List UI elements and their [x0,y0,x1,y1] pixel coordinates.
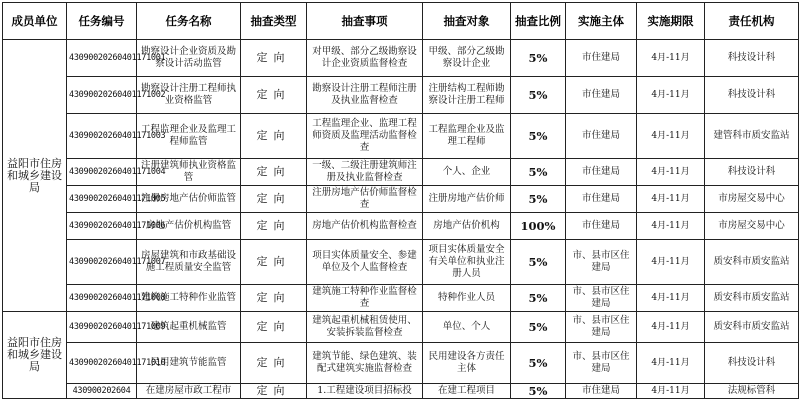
org-cell: 科技设计科 [705,40,799,77]
check-type-cell: 定向 [241,77,307,114]
check-target-cell: 在建工程项目 [423,384,511,399]
check-type-cell: 定向 [241,159,307,186]
member-unit-cell: 益阳市住房和城乡建设局 [3,40,67,312]
check-matter-cell: 注册房地产估价师监督检查 [307,186,423,213]
task-name-cell: 民用建筑节能监管 [137,343,241,384]
org-cell: 法规标管科 [705,384,799,399]
period-cell: 4月-11月 [637,77,705,114]
check-ratio-cell: 5% [511,285,566,312]
task-name-cell: 注册房地产估价师监管 [137,186,241,213]
subject-cell: 市住建局 [566,159,637,186]
check-target-cell: 特种作业人员 [423,285,511,312]
table-row [3,40,799,77]
check-target-cell: 个人、企业 [423,159,511,186]
task-name-cell: 勘察设计注册工程师执业资格监管 [137,77,241,114]
task-code-cell: 43090020260401171006 [67,213,137,240]
task-code-cell: 43090020260401171003 [67,114,137,159]
table-row [3,159,799,186]
task-code-cell: 43090020260401171005 [67,186,137,213]
org-cell: 质安科市质安监站 [705,285,799,312]
table-row [3,77,799,114]
check-ratio-cell: 100% [511,213,566,240]
period-cell: 4月-11月 [637,285,705,312]
check-type-cell: 定向 [241,213,307,240]
org-cell: 质安科市质安监站 [705,240,799,285]
check-matter-cell: 建筑施工特种作业监督检查 [307,285,423,312]
check-matter-cell: 1.工程建设项目招标投 [307,384,423,399]
check-ratio-cell: 5% [511,312,566,343]
check-target-cell: 注册结构工程师勘察设计注册工程师 [423,77,511,114]
task-name-cell: 注册建筑师执业资格监管 [137,159,241,186]
task-code-cell: 43090020260401171002 [67,77,137,114]
check-matter-cell: 房地产估价机构监督检查 [307,213,423,240]
check-ratio-cell: 5% [511,384,566,399]
task-name-cell: 建筑施工特种作业监管 [137,285,241,312]
check-type-cell: 定向 [241,384,307,399]
check-matter-cell: 对甲级、部分乙级勘察设计企业资质监督检查 [307,40,423,77]
header-period: 实施期限 [637,3,705,40]
subject-cell: 市、县市区住建局 [566,285,637,312]
task-code-cell: 43090020260401171010 [67,343,137,384]
check-ratio-cell: 5% [511,343,566,384]
check-matter-cell: 工程监理企业、监理工程师资质及监理活动监督检查 [307,114,423,159]
org-cell: 市房屋交易中心 [705,186,799,213]
check-type-cell: 定向 [241,343,307,384]
task-name-cell: 房地产估价机构监管 [137,213,241,240]
task-name-cell: 房屋建筑和市政基础设施工程质量安全监管 [137,240,241,285]
subject-cell: 市、县市区住建局 [566,240,637,285]
check-target-cell: 民用建设各方责任主体 [423,343,511,384]
period-cell: 4月-11月 [637,312,705,343]
task-table [2,2,799,399]
org-cell: 质安科市质安监站 [705,312,799,343]
check-ratio-cell: 5% [511,186,566,213]
check-target-cell: 房地产估价机构 [423,213,511,240]
table-row [3,285,799,312]
subject-cell: 市住建局 [566,40,637,77]
header-matter: 抽查事项 [307,3,423,40]
table-row [3,384,799,399]
table-row [3,343,799,384]
subject-cell: 市住建局 [566,384,637,399]
period-cell: 4月-11月 [637,213,705,240]
task-code-cell: 430900202604 [67,384,137,399]
header-unit: 成员单位 [3,3,67,40]
org-cell: 科技设计科 [705,159,799,186]
check-ratio-cell: 5% [511,159,566,186]
member-unit-cell: 益阳市住房和城乡建设局 [3,312,67,399]
check-type-cell: 定向 [241,240,307,285]
task-code-cell: 43090020260401171001 [67,40,137,77]
check-matter-cell: 勘察设计注册工程师注册及执业监督检查 [307,77,423,114]
table-row [3,312,799,343]
task-name-cell: 勘察设计企业资质及勘察设计活动监管 [137,40,241,77]
header-code: 任务编号 [67,3,137,40]
period-cell: 4月-11月 [637,114,705,159]
subject-cell: 市住建局 [566,213,637,240]
period-cell: 4月-11月 [637,343,705,384]
check-ratio-cell: 5% [511,114,566,159]
table-row [3,186,799,213]
check-matter-cell: 一级、二级注册建筑师注册及执业监督检查 [307,159,423,186]
task-code-cell: 43090020260401171009 [67,312,137,343]
check-target-cell: 工程监理企业及监理工程师 [423,114,511,159]
check-ratio-cell: 5% [511,40,566,77]
check-target-cell: 单位、个人 [423,312,511,343]
subject-cell: 市、县市区住建局 [566,343,637,384]
check-target-cell: 注册房地产估价师 [423,186,511,213]
header-target: 抽查对象 [423,3,511,40]
check-type-cell: 定向 [241,114,307,159]
check-ratio-cell: 5% [511,77,566,114]
check-ratio-cell: 5% [511,240,566,285]
header-org: 责任机构 [705,3,799,40]
org-cell: 科技设计科 [705,77,799,114]
check-type-cell: 定向 [241,186,307,213]
subject-cell: 市、县市区住建局 [566,312,637,343]
org-cell: 建管科市质安监站 [705,114,799,159]
check-type-cell: 定向 [241,312,307,343]
header-row [3,3,799,40]
task-code-cell: 43090020260401171008 [67,285,137,312]
period-cell: 4月-11月 [637,384,705,399]
check-matter-cell: 建筑节能、绿色建筑、装配式建筑实施监督检查 [307,343,423,384]
header-ratio: 抽查比例 [511,3,566,40]
subject-cell: 市住建局 [566,186,637,213]
subject-cell: 市住建局 [566,77,637,114]
header-type: 抽查类型 [241,3,307,40]
table-row [3,114,799,159]
task-code-cell: 43090020260401171004 [67,159,137,186]
header-subject: 实施主体 [566,3,637,40]
table-row [3,240,799,285]
header-name: 任务名称 [137,3,241,40]
check-target-cell: 甲级、部分乙级勘察设计企业 [423,40,511,77]
org-cell: 市房屋交易中心 [705,213,799,240]
check-matter-cell: 建筑起重机械租赁使用、安装拆装监督检查 [307,312,423,343]
check-matter-cell: 项目实体质量安全、参建单位及个人监督检查 [307,240,423,285]
period-cell: 4月-11月 [637,40,705,77]
period-cell: 4月-11月 [637,240,705,285]
task-name-cell: 在建房屋市政工程市 [137,384,241,399]
check-target-cell: 项目实体质量安全有关单位和执业注册人员 [423,240,511,285]
period-cell: 4月-11月 [637,186,705,213]
period-cell: 4月-11月 [637,159,705,186]
task-name-cell: 工程监理企业及监理工程师监管 [137,114,241,159]
table-row [3,213,799,240]
org-cell: 科技设计科 [705,343,799,384]
check-type-cell: 定向 [241,40,307,77]
subject-cell: 市住建局 [566,114,637,159]
task-name-cell: 建筑起重机械监管 [137,312,241,343]
task-code-cell: 43090020260401171007 [67,240,137,285]
check-type-cell: 定向 [241,285,307,312]
